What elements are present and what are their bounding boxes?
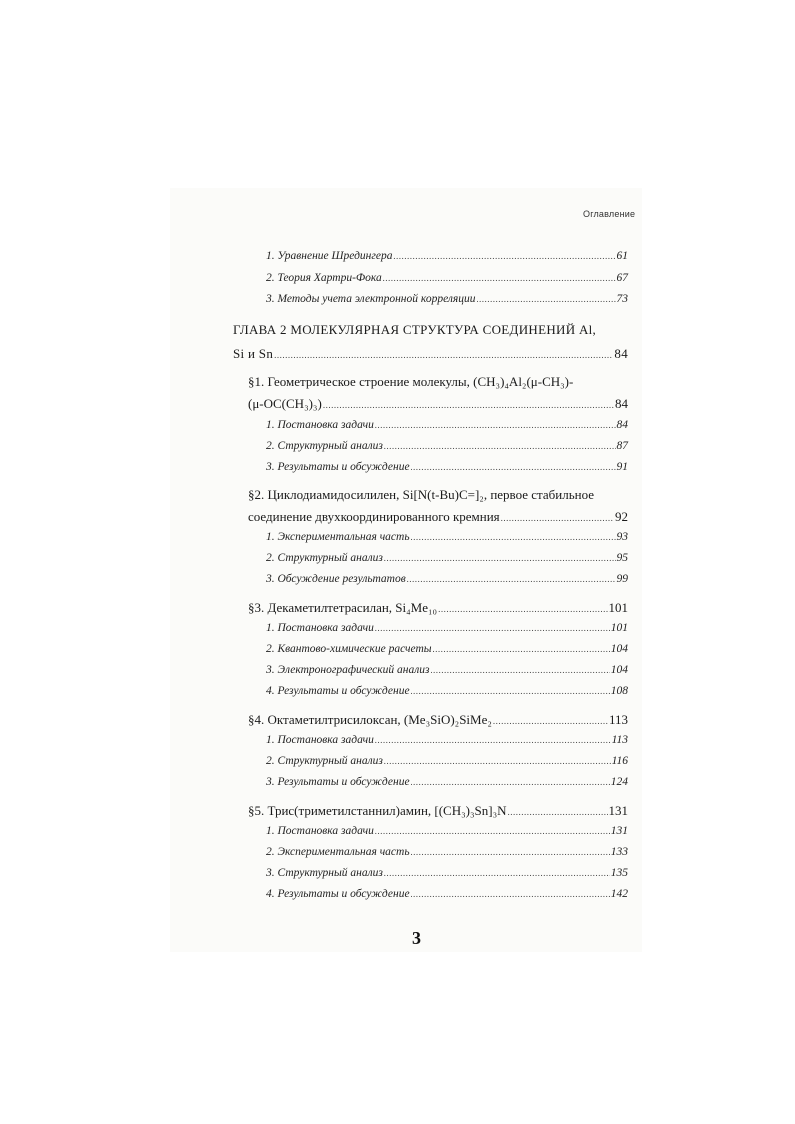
- section-title-line2: соединение двухкоординированного кремния: [248, 509, 500, 524]
- toc-entry-label: 1. Экспериментальная часть: [266, 531, 410, 543]
- toc-entry[interactable]: [266, 664, 628, 676]
- toc-entry[interactable]: [266, 846, 628, 858]
- toc-entry[interactable]: [266, 573, 628, 585]
- section-title: §5. Трис(триметилстаннил)амин, [(CH₃)₃Sn]₃N: [248, 803, 507, 818]
- toc-entry-label: 3. Результаты и обсуждение: [266, 461, 410, 473]
- section-page: 113: [608, 712, 628, 727]
- page-number: 3: [412, 928, 421, 948]
- toc-entry[interactable]: [266, 419, 628, 431]
- toc-entry[interactable]: [266, 643, 628, 655]
- toc-entry[interactable]: [266, 250, 628, 262]
- chapter-title-line2: Si и Sn: [233, 346, 274, 361]
- toc-entry-label: 1. Постановка задачи: [266, 734, 374, 746]
- section-4-entry[interactable]: [248, 712, 628, 728]
- toc-entry-label: 1. Постановка задачи: [266, 419, 374, 431]
- toc-entry-page: 73: [616, 293, 628, 305]
- toc-entry-label: 2. Квантово-химические расчеты: [266, 643, 432, 655]
- section-page: 101: [608, 600, 628, 615]
- toc-entry-page: 142: [610, 888, 628, 900]
- toc-entry-page: 116: [611, 755, 628, 767]
- toc-entry[interactable]: [266, 293, 628, 305]
- toc-entry[interactable]: [266, 888, 628, 900]
- chapter-title-line1[interactable]: ГЛАВА 2 МОЛЕКУЛЯРНАЯ СТРУКТУРА СОЕДИНЕНИЙ Al,: [233, 322, 597, 337]
- toc-entry-label: 1. Постановка задачи: [266, 622, 374, 634]
- toc-entry-label: 3. Обсуждение результатов: [266, 573, 406, 585]
- toc-entry-label: 2. Структурный анализ: [266, 440, 383, 452]
- section-title: §4. Октаметилтрисилоксан, (Me₃SiO)₂SiMe₂: [248, 712, 492, 727]
- toc-entry-page: 113: [611, 734, 628, 746]
- toc-entry-label: 4. Результаты и обсуждение: [266, 685, 410, 697]
- toc-entry[interactable]: [266, 755, 628, 767]
- toc-entry-page: 95: [616, 552, 628, 564]
- section-title-line2: (μ-OC(CH₃)₃): [248, 396, 322, 411]
- section-2-title-line1[interactable]: §2. Циклодиамидосилилен, Si[N(t-Bu)C=]₂, первое стабильное: [248, 487, 595, 502]
- toc-entry-page: 67: [616, 272, 628, 284]
- section-page: 92: [615, 509, 628, 524]
- toc-entry[interactable]: [266, 825, 628, 837]
- toc-entry[interactable]: [266, 685, 628, 697]
- toc-entry[interactable]: [266, 531, 628, 543]
- section-5-entry[interactable]: [248, 803, 628, 819]
- chapter-page: 84: [614, 346, 628, 361]
- toc-entry[interactable]: [266, 776, 628, 788]
- section-1-title-line1[interactable]: §1. Геометрическое строение молекулы, (CH₃)₄Al₂(μ-CH₃)-: [248, 374, 574, 389]
- toc-entry-page: 84: [616, 419, 628, 431]
- toc-entry[interactable]: [266, 440, 628, 452]
- toc-entry-label: 2. Теория Хартри-Фока: [266, 272, 382, 284]
- toc-entry-page: 61: [616, 250, 628, 262]
- toc-entry-label: 1. Уравнение Шредингера: [266, 250, 393, 262]
- section-3-entry[interactable]: [248, 600, 628, 616]
- toc-entry[interactable]: [266, 552, 628, 564]
- toc-entry-page: 101: [610, 622, 628, 634]
- section-page: 84: [615, 396, 628, 411]
- toc-entry-page: 99: [616, 573, 628, 585]
- toc-entry-page: 135: [610, 867, 628, 879]
- running-header: Оглавление: [583, 209, 636, 219]
- toc-entry-label: 1. Постановка задачи: [266, 825, 374, 837]
- toc-entry-label: 3. Электронографический анализ: [266, 664, 430, 676]
- toc-entry-label: 3. Результаты и обсуждение: [266, 776, 410, 788]
- toc-entry[interactable]: [266, 867, 628, 879]
- toc-entry-label: 4. Результаты и обсуждение: [266, 888, 410, 900]
- toc-entry-page: 104: [610, 664, 628, 676]
- toc-entry[interactable]: [266, 622, 628, 634]
- toc-entry[interactable]: [266, 734, 628, 746]
- toc-entry-page: 131: [610, 825, 628, 837]
- toc-entry-label: 3. Методы учета электронной корреляции: [266, 293, 476, 305]
- section-page: 131: [608, 803, 628, 818]
- toc-entry-label: 2. Экспериментальная часть: [266, 846, 410, 858]
- chapter-entry[interactable]: [233, 346, 628, 362]
- toc-entry-page: 93: [616, 531, 628, 543]
- section-2-entry[interactable]: [248, 509, 628, 525]
- toc-entry-page: 104: [610, 643, 628, 655]
- toc-entry-label: 2. Структурный анализ: [266, 755, 383, 767]
- toc-entry-page: 133: [610, 846, 628, 858]
- toc-entry-label: 3. Структурный анализ: [266, 867, 383, 879]
- section-title: §3. Декаметилтетрасилан, Si₄Me₁₀: [248, 600, 438, 615]
- section-1-entry[interactable]: [248, 396, 628, 412]
- toc-entry-label: 2. Структурный анализ: [266, 552, 383, 564]
- toc-entry-page: 124: [610, 776, 628, 788]
- toc-entry-page: 108: [610, 685, 628, 697]
- toc-entry[interactable]: [266, 272, 628, 284]
- toc-entry-page: 87: [616, 440, 628, 452]
- toc-entry-page: 91: [616, 461, 628, 473]
- toc-entry[interactable]: [266, 461, 628, 473]
